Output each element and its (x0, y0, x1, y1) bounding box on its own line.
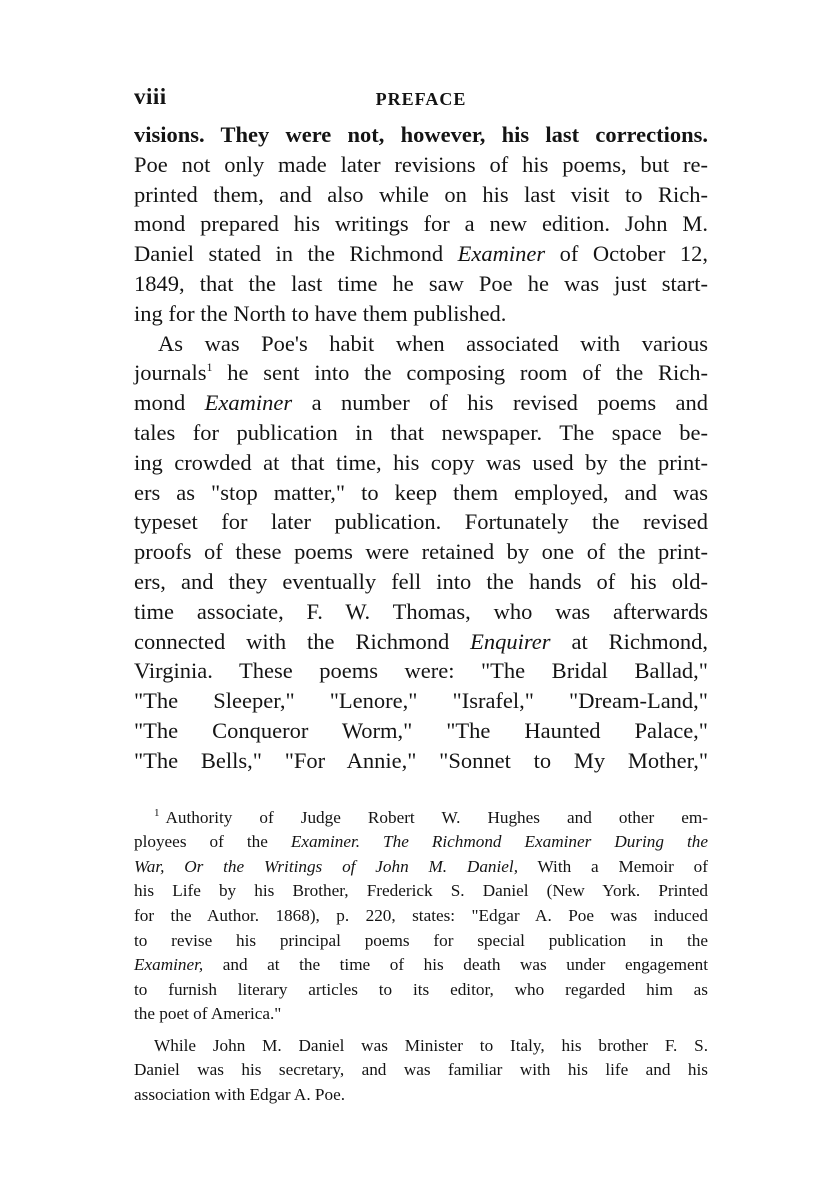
footnote-line (134, 830, 708, 855)
text-line: printed them, and also while on his last visit to Rich- (134, 181, 708, 207)
text-line: "The Bells," "For Annie," "Sonnet to My Mother," (134, 747, 708, 773)
text-line: Poe not only made later revisions of his poems, but re- (134, 151, 708, 177)
text-line: ing crowded at that time, his copy was used by the print- (134, 449, 708, 475)
footnote-line (134, 806, 708, 831)
text-line: mond prepared his writings for a new edition. John M. (134, 211, 708, 237)
text-run: Daniel stated in the Richmond (134, 241, 458, 267)
text-run: connected with the Richmond (134, 628, 471, 654)
footnote-line: for the Author. 1868), p. 220, states: "Edgar A. Poe was induced (134, 905, 708, 925)
page-number: viii (134, 84, 167, 109)
body-text (134, 120, 708, 776)
footnote-1 (134, 806, 708, 1027)
text-run: With a Memoir of (518, 856, 708, 876)
text-line (134, 627, 708, 657)
text-line: ing for the North to have them published. (134, 300, 507, 326)
footnote-marker: 1 (154, 806, 160, 819)
footnote-line: to furnish literary articles to its editor, who regarded him as (134, 979, 708, 999)
running-title: PREFACE (375, 89, 467, 109)
footnote-line: his Life by his Brother, Frederick S. Daniel (New York. Printed (134, 881, 708, 901)
text-line: As was Poe's habit when associated with various (158, 330, 708, 356)
text-run: ployees of the (134, 832, 291, 852)
text-line: proofs of these poems were retained by one of the print- (134, 539, 708, 565)
footnote-line: While John M. Daniel was Minister to Italy, his brother F. S. (154, 1035, 708, 1055)
paragraph-1 (134, 120, 708, 329)
text-line: Virginia. These poems were: "The Bridal Ballad," (134, 658, 708, 684)
book-page (134, 84, 708, 1108)
footnote-line: to revise his principal poems for special publication in the (134, 930, 708, 950)
footnote-line (134, 855, 708, 880)
text-line: time associate, F. W. Thomas, who was afterwards (134, 598, 708, 624)
text-run: Authority of Judge Robert W. Hughes and other em- (165, 807, 708, 827)
text-line (134, 358, 708, 388)
italic-title: Examiner, (134, 955, 204, 975)
text-run: mond (134, 390, 205, 416)
paragraph-2 (134, 329, 708, 776)
footnote-line: Daniel was his secretary, and was familiar with his life and his (134, 1060, 708, 1080)
text-run: and at the time of his death was under engagement (203, 955, 708, 975)
italic-title: War, Or the Writings of John M. Daniel, (134, 856, 519, 876)
footnote-paragraph-2 (134, 1034, 708, 1108)
footnote-line: association with Edgar A. Poe. (134, 1085, 345, 1105)
running-head (134, 84, 708, 120)
text-run: journals (134, 360, 207, 386)
text-line: "The Sleeper," "Lenore," "Israfel," "Dream-Land," (134, 688, 708, 714)
text-run: he sent into the composing room of the Rich- (212, 360, 708, 386)
text-line: ers as "stop matter," to keep them employed, and was (134, 479, 708, 505)
footnote-block (134, 806, 708, 1108)
italic-title: Examiner. The Richmond Examiner During the (290, 832, 708, 852)
footnote-reference: 1 (206, 360, 213, 375)
text-line (134, 239, 708, 269)
italic-title: Examiner (204, 390, 293, 416)
text-line: typeset for later publication. Fortunately the revised (134, 509, 708, 535)
text-line: ers, and they eventually fell into the hands of his old- (134, 568, 708, 594)
text-run: of October 12, (545, 241, 708, 267)
italic-title: Enquirer (470, 628, 551, 654)
italic-title: Examiner (457, 241, 546, 267)
text-line: visions. They were not, however, his last corrections. (134, 122, 708, 147)
text-line: tales for publication in that newspaper. The space be- (134, 419, 708, 445)
text-line: 1849, that the last time he saw Poe he was just start- (134, 270, 708, 296)
text-line (134, 388, 708, 418)
text-run: a number of his revised poems and (292, 390, 708, 416)
text-run: at Richmond, (550, 628, 708, 654)
footnote-line (134, 953, 708, 978)
footnote-line: the poet of America." (134, 1004, 282, 1024)
text-line: "The Conqueror Worm," "The Haunted Palace," (134, 717, 708, 743)
